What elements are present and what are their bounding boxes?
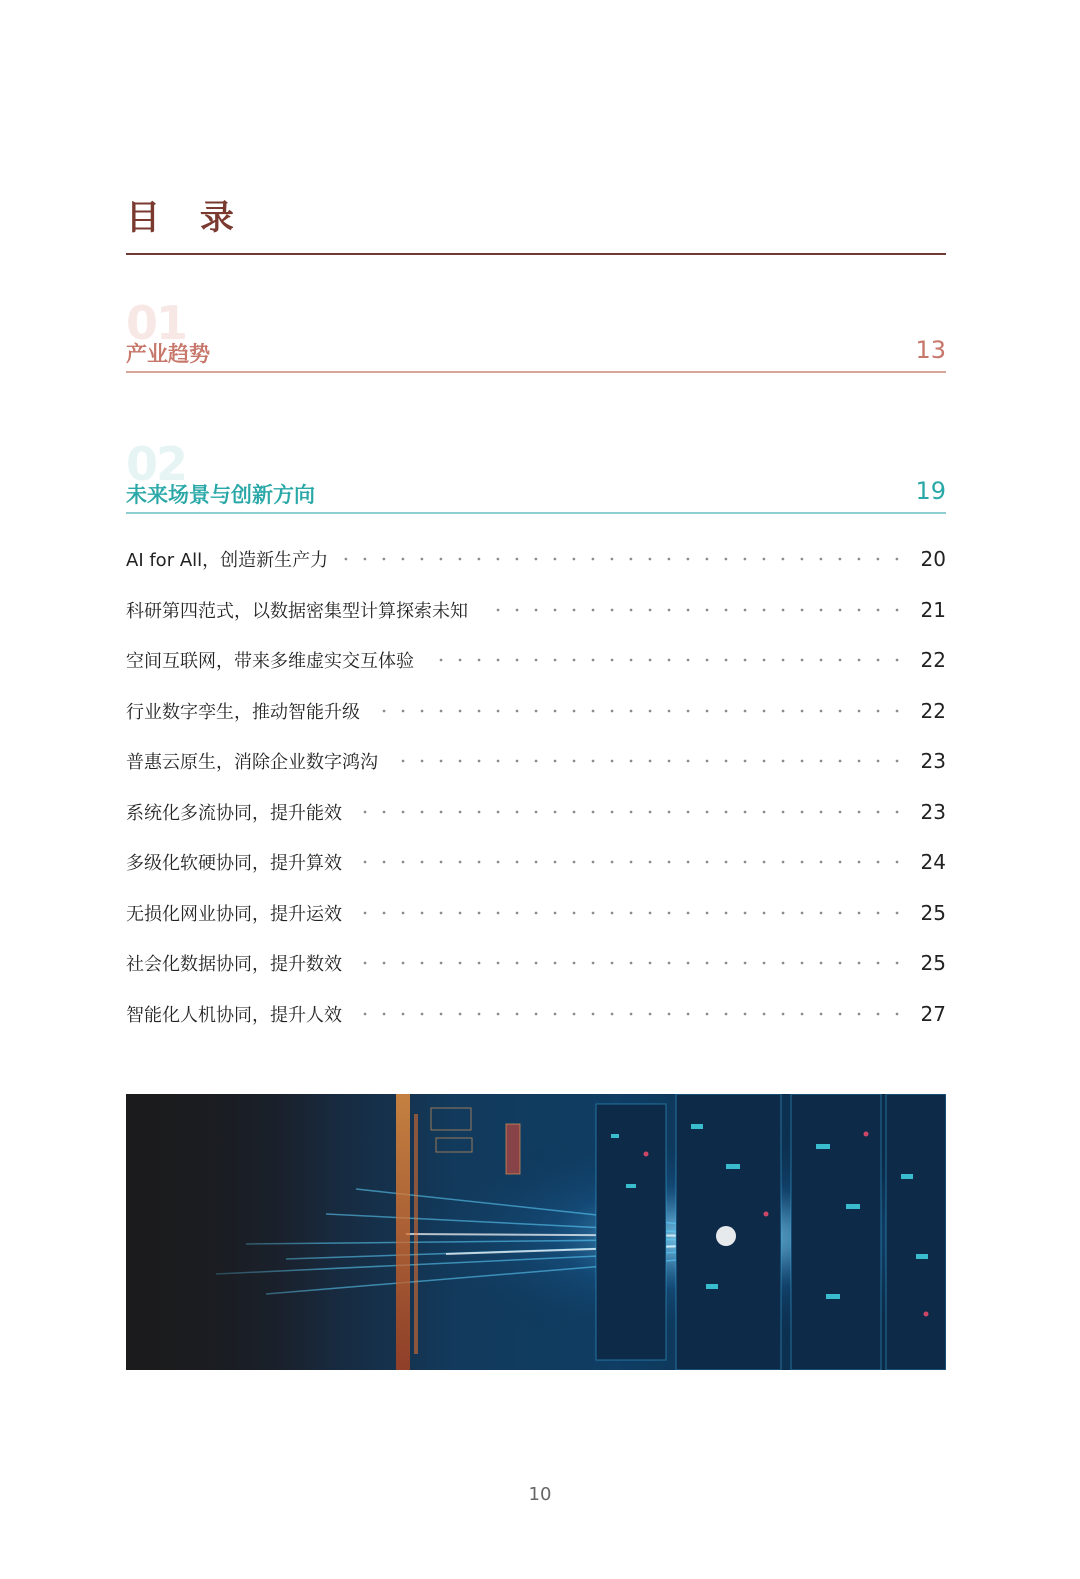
page-number: 10 (528, 1484, 552, 1505)
toc-entry[interactable] (126, 585, 946, 636)
section-number: 01 (126, 296, 187, 350)
toc-entry[interactable] (126, 736, 946, 787)
dot-leader (482, 608, 907, 612)
toc-entry-page: 27 (920, 1001, 946, 1026)
dot-leader (356, 911, 907, 915)
section-01[interactable] (126, 296, 946, 380)
toc-entry-text: 行业数字孪生，推动智能升级 (126, 701, 360, 723)
section-page: 19 (915, 477, 946, 505)
toc-entry-page: 23 (920, 799, 946, 824)
toc-entry-page: 22 (920, 648, 946, 673)
dot-leader (428, 658, 907, 662)
dot-leader (356, 810, 907, 814)
dot-leader (392, 759, 907, 763)
toc-entry[interactable] (126, 787, 946, 838)
toc-entry-text: 普惠云原生，消除企业数字鸿沟 (126, 752, 378, 774)
title-divider (126, 253, 946, 255)
toc-entry-text: AI for All，创造新生产力 (126, 550, 329, 572)
toc-entry[interactable] (126, 938, 946, 989)
section-label: 未来场景与创新方向 (126, 483, 315, 507)
toc-entry-text: 无损化网业协同，提升运效 (126, 903, 342, 925)
toc-entry[interactable] (126, 635, 946, 686)
dot-leader (356, 860, 907, 864)
toc-entry-text: 社会化数据协同，提升数效 (126, 954, 342, 976)
toc-entry[interactable] (126, 888, 946, 939)
section-divider (126, 371, 946, 373)
section-number: 02 (126, 437, 187, 491)
datacenter-illustration (126, 1094, 946, 1370)
toc-entry-text: 科研第四范式，以数据密集型计算探索未知 (126, 600, 468, 622)
toc-entry[interactable] (126, 686, 946, 737)
toc-entry-text: 系统化多流协同，提升能效 (126, 802, 342, 824)
section-02[interactable] (126, 437, 946, 521)
dot-leader (374, 709, 907, 713)
dot-leader (342, 557, 906, 561)
section-page: 13 (915, 336, 946, 364)
toc-entry-text: 空间互联网，带来多维虚实交互体验 (126, 651, 414, 673)
toc-entry-page: 22 (920, 698, 946, 723)
toc-entry[interactable] (126, 989, 946, 1040)
toc-entry-text: 多级化软硬协同，提升算效 (126, 853, 342, 875)
dot-leader (356, 961, 907, 965)
toc-entry-page: 23 (920, 749, 946, 774)
toc-entry-page: 25 (920, 900, 946, 925)
toc-entry[interactable] (126, 837, 946, 888)
toc-title: 目 录 (126, 198, 248, 238)
toc-entry-text: 智能化人机协同，提升人效 (126, 1004, 342, 1026)
section-divider (126, 512, 946, 514)
toc-entry-page: 24 (920, 850, 946, 875)
section-label: 产业趋势 (126, 342, 210, 366)
toc-entry-list (126, 534, 946, 1039)
datacenter-hero-image (126, 1094, 946, 1370)
toc-entry-page: 20 (920, 547, 946, 572)
toc-entry[interactable] (126, 534, 946, 585)
toc-entry-page: 21 (920, 597, 946, 622)
dot-leader (356, 1012, 907, 1016)
toc-entry-page: 25 (920, 951, 946, 976)
